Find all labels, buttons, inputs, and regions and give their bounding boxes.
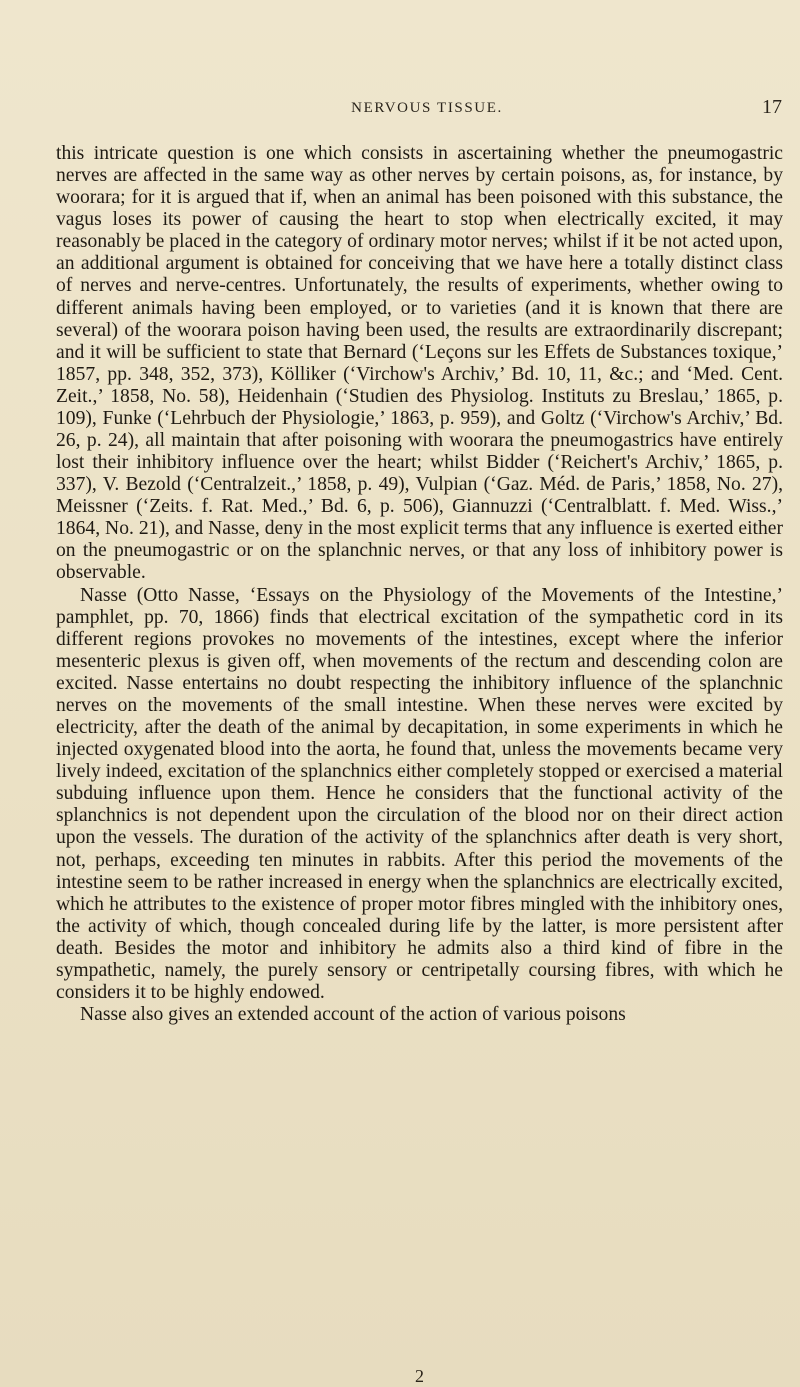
page-number: 17 xyxy=(762,96,782,118)
running-title: NERVOUS TISSUE. xyxy=(351,100,503,116)
running-header xyxy=(56,98,798,122)
body-text xyxy=(56,143,783,1026)
paragraph-woorara-experiments: this intricate question is one which consists in ascertaining whether the pneumogastric nerves are affected in the same way as other nerves by certain poisons, as, for instance, by woorara; for it is argued that if, when an animal has been poisoned with this substance, the vagus loses its power of causing the heart to stop when electrically excited, it may reasonably be placed in the category of ordinary motor nerves; whilst if it be not acted upon, an additional argument is obtained for conceiving that we have here a totally distinct class of nerves and nerve-centres. Unfortunately, the results of experiments, whether owing to different animals having been employed, or to varieties (and it is known that there are several) of the woorara poison having been used, the results are extraordinarily discrepant; and it will be sufficient to state that Bernard (‘Leçons sur les Effets de Substances toxique,’ 1857, pp. 348, 352, 373), Kölliker (‘Virchow's Archiv,’ Bd. 10, 11, &c.; and ‘Med. Cent. Zeit.,’ 1858, No. 58), Heidenhain (‘Studien des Physiolog. Instituts zu Breslau,’ 1865, p. 109), Funke (‘Lehrbuch der Physiologie,’ 1863, p. 959), and Goltz (‘Virchow's Archiv,’ Bd. 26, p. 24), all maintain that after poisoning with woorara the pneumogastrics have entirely lost their inhibitory influence over the heart; whilst Bidder (‘Reichert's Archiv,’ 1865, p. 337), V. Bezold (‘Centralzeit.,’ 1858, p. 49), Vulpian (‘Gaz. Méd. de Paris,’ 1858, No. 27), Meissner (‘Zeits. f. Rat. Med.,’ Bd. 6, p. 506), Giannuzzi (‘Centralblatt. f. Med. Wiss.,’ 1864, No. 21), and Nasse, deny in the most explicit terms that any influence is exerted either on the pneumogastric or on the splanchnic nerves, or that any loss of inhibitory power is observable. xyxy=(56,143,783,584)
paragraph-nasse-intestine: Nasse (Otto Nasse, ‘Essays on the Physiology of the Movements of the Intestine,’ pamphlet, pp. 70, 1866) finds that electrical excitation of the sympathetic cord in its different regions provokes no movements of the intestines, except where the inferior mesenteric plexus is given off, when movements of the rectum and descending colon are excited. Nasse entertains no doubt respecting the inhibitory influence of the splanchnic nerves on the movements of the small intestine. When these nerves were excited by electricity, after the death of the animal by decapitation, in some experiments in which he injected oxygenated blood into the aorta, he found that, unless the movements became very lively indeed, excitation of the splanchnics either completely stopped or exercised a material subduing influence upon them. Hence he considers that the functional activity of the splanchnics is not dependent upon the circulation of the blood nor on their direct action upon the vessels. The duration of the activity of the splanchnics after death is very short, not, perhaps, exceeding ten minutes in rabbits. After this period the movements of the intestine seem to be rather increased in energy when the splanchnics are electrically excited, which he attributes to the existence of proper motor fibres mingled with the inhibitory ones, the activity of which, though concealed during life by the latter, is more persistent after death. Besides the motor and inhibitory he admits also a third kind of fibre in the sympathetic, namely, the purely sensory or centripetally coursing fibres, with which he considers it to be highly endowed. xyxy=(56,584,783,1003)
signature-mark: 2 xyxy=(415,1366,424,1386)
paragraph-nasse-poisons: Nasse also gives an extended account of the action of various poisons xyxy=(80,1004,626,1026)
